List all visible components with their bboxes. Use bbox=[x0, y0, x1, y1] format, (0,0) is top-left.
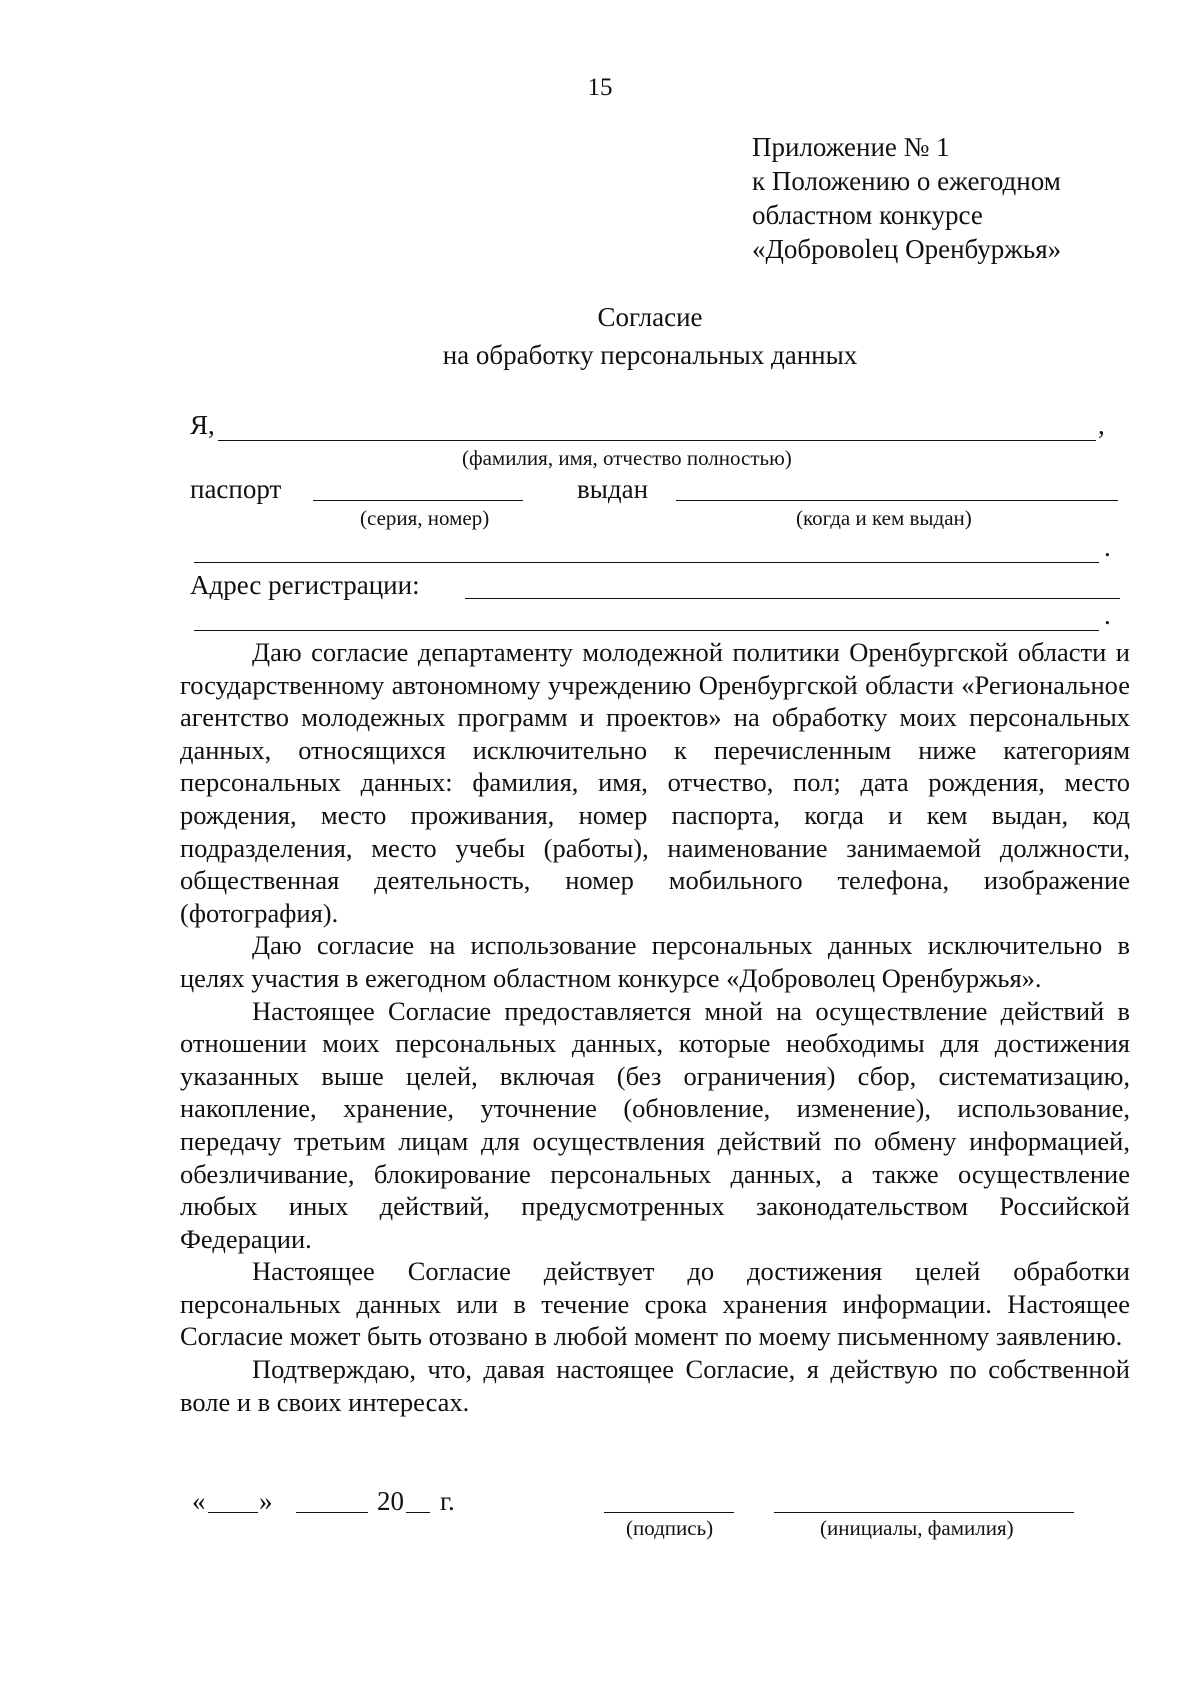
issued-continuation-line bbox=[194, 562, 1099, 563]
appendix-header bbox=[752, 130, 1061, 266]
page-number: 15 bbox=[587, 74, 613, 101]
consent-paragraph: Настоящее Согласие действует до достижения целей обработки персональных данных или в течение срока хранения информации. Настоящее Согласие может быть отозвано в любой момент по моему письменному заявлению. bbox=[180, 1256, 1130, 1352]
address-continuation-line bbox=[194, 630, 1099, 631]
signature-line bbox=[604, 1512, 734, 1513]
series-hint: (серия, номер) bbox=[360, 506, 490, 530]
signature-hint: (подпись) bbox=[626, 1516, 714, 1540]
document-title: Согласие bbox=[597, 302, 703, 332]
passport-label: паспорт bbox=[190, 474, 282, 504]
appendix-line: Приложение № 1 bbox=[752, 132, 950, 162]
consent-paragraph: Подтверждаю, что, давая настоящее Согласие, я действую по собственной воле и в своих интересах. bbox=[180, 1354, 1130, 1417]
issued-label: выдан bbox=[577, 474, 649, 504]
initials-hint: (инициалы, фамилия) bbox=[820, 1516, 1014, 1540]
date-quote-close: » bbox=[259, 1486, 273, 1516]
document-subtitle: на обработку персональных данных bbox=[442, 340, 858, 370]
appendix-line: областном конкурсе bbox=[752, 200, 983, 230]
passport-series-line bbox=[313, 500, 523, 501]
address-end-dot: . bbox=[1104, 600, 1111, 630]
issued-by-line bbox=[676, 500, 1118, 501]
i-label: Я, bbox=[190, 410, 215, 440]
date-year-line bbox=[406, 1512, 430, 1513]
consent-paragraph: Даю согласие департаменту молодежной политики Оренбургской области и государственному автономному учреждению Оренбургской области «Региональное агентство молодежных программ и проектов» на обработку моих персональных данных, относящихся исключительно к перечисленным ниже категориям персональных данных: фамилия, имя, отчество, пол; дата рождения, место рождения, место проживания, номер паспорта, когда и кем выдан, код подразделения, место учебы (работы), наименование занимаемой должности, общественная деятельность, номер мобильного телефона, изображение (фотография). bbox=[180, 637, 1130, 928]
line-end-dot: . bbox=[1104, 532, 1111, 562]
issued-hint: (когда и кем выдан) bbox=[796, 506, 972, 530]
consent-paragraph: Настоящее Согласие предоставляется мной на осуществление действий в отношении моих персональных данных, которые необходимы для достижения указанных выше целей, включая (без ограничения) сбор, систематизацию, накопление, хранение, уточнение (обновление, изменение), использование, передачу третьим лицам для осуществления действий по обмену информацией, обезличивание, блокирование персональных данных, а также осуществление любых иных действий, предусмотренных законодательством Российской Федерации. bbox=[180, 995, 1130, 1254]
appendix-line: «Добровolец Оренбуржья» bbox=[752, 234, 1062, 264]
fio-blank-line bbox=[218, 440, 1096, 441]
consent-body bbox=[180, 636, 1130, 1418]
date-month-line bbox=[296, 1512, 368, 1513]
address-label: Адрес регистрации: bbox=[190, 570, 420, 600]
date-quote-open: « bbox=[192, 1486, 206, 1516]
appendix-line: к Положению о ежегодном bbox=[752, 166, 1061, 196]
address-line bbox=[465, 598, 1120, 599]
fio-hint: (фамилия, имя, отчество полностью) bbox=[462, 446, 792, 470]
date-day-line bbox=[208, 1512, 258, 1513]
fio-line-comma: , bbox=[1098, 410, 1105, 440]
date-year-suffix: г. bbox=[440, 1486, 455, 1516]
initials-line bbox=[774, 1512, 1074, 1513]
consent-paragraph: Даю согласие на использование персональных данных исключительно в целях участия в ежегодном областном конкурсе «Доброволец Оренбуржья». bbox=[180, 930, 1130, 993]
date-year-prefix: 20 bbox=[377, 1486, 404, 1516]
